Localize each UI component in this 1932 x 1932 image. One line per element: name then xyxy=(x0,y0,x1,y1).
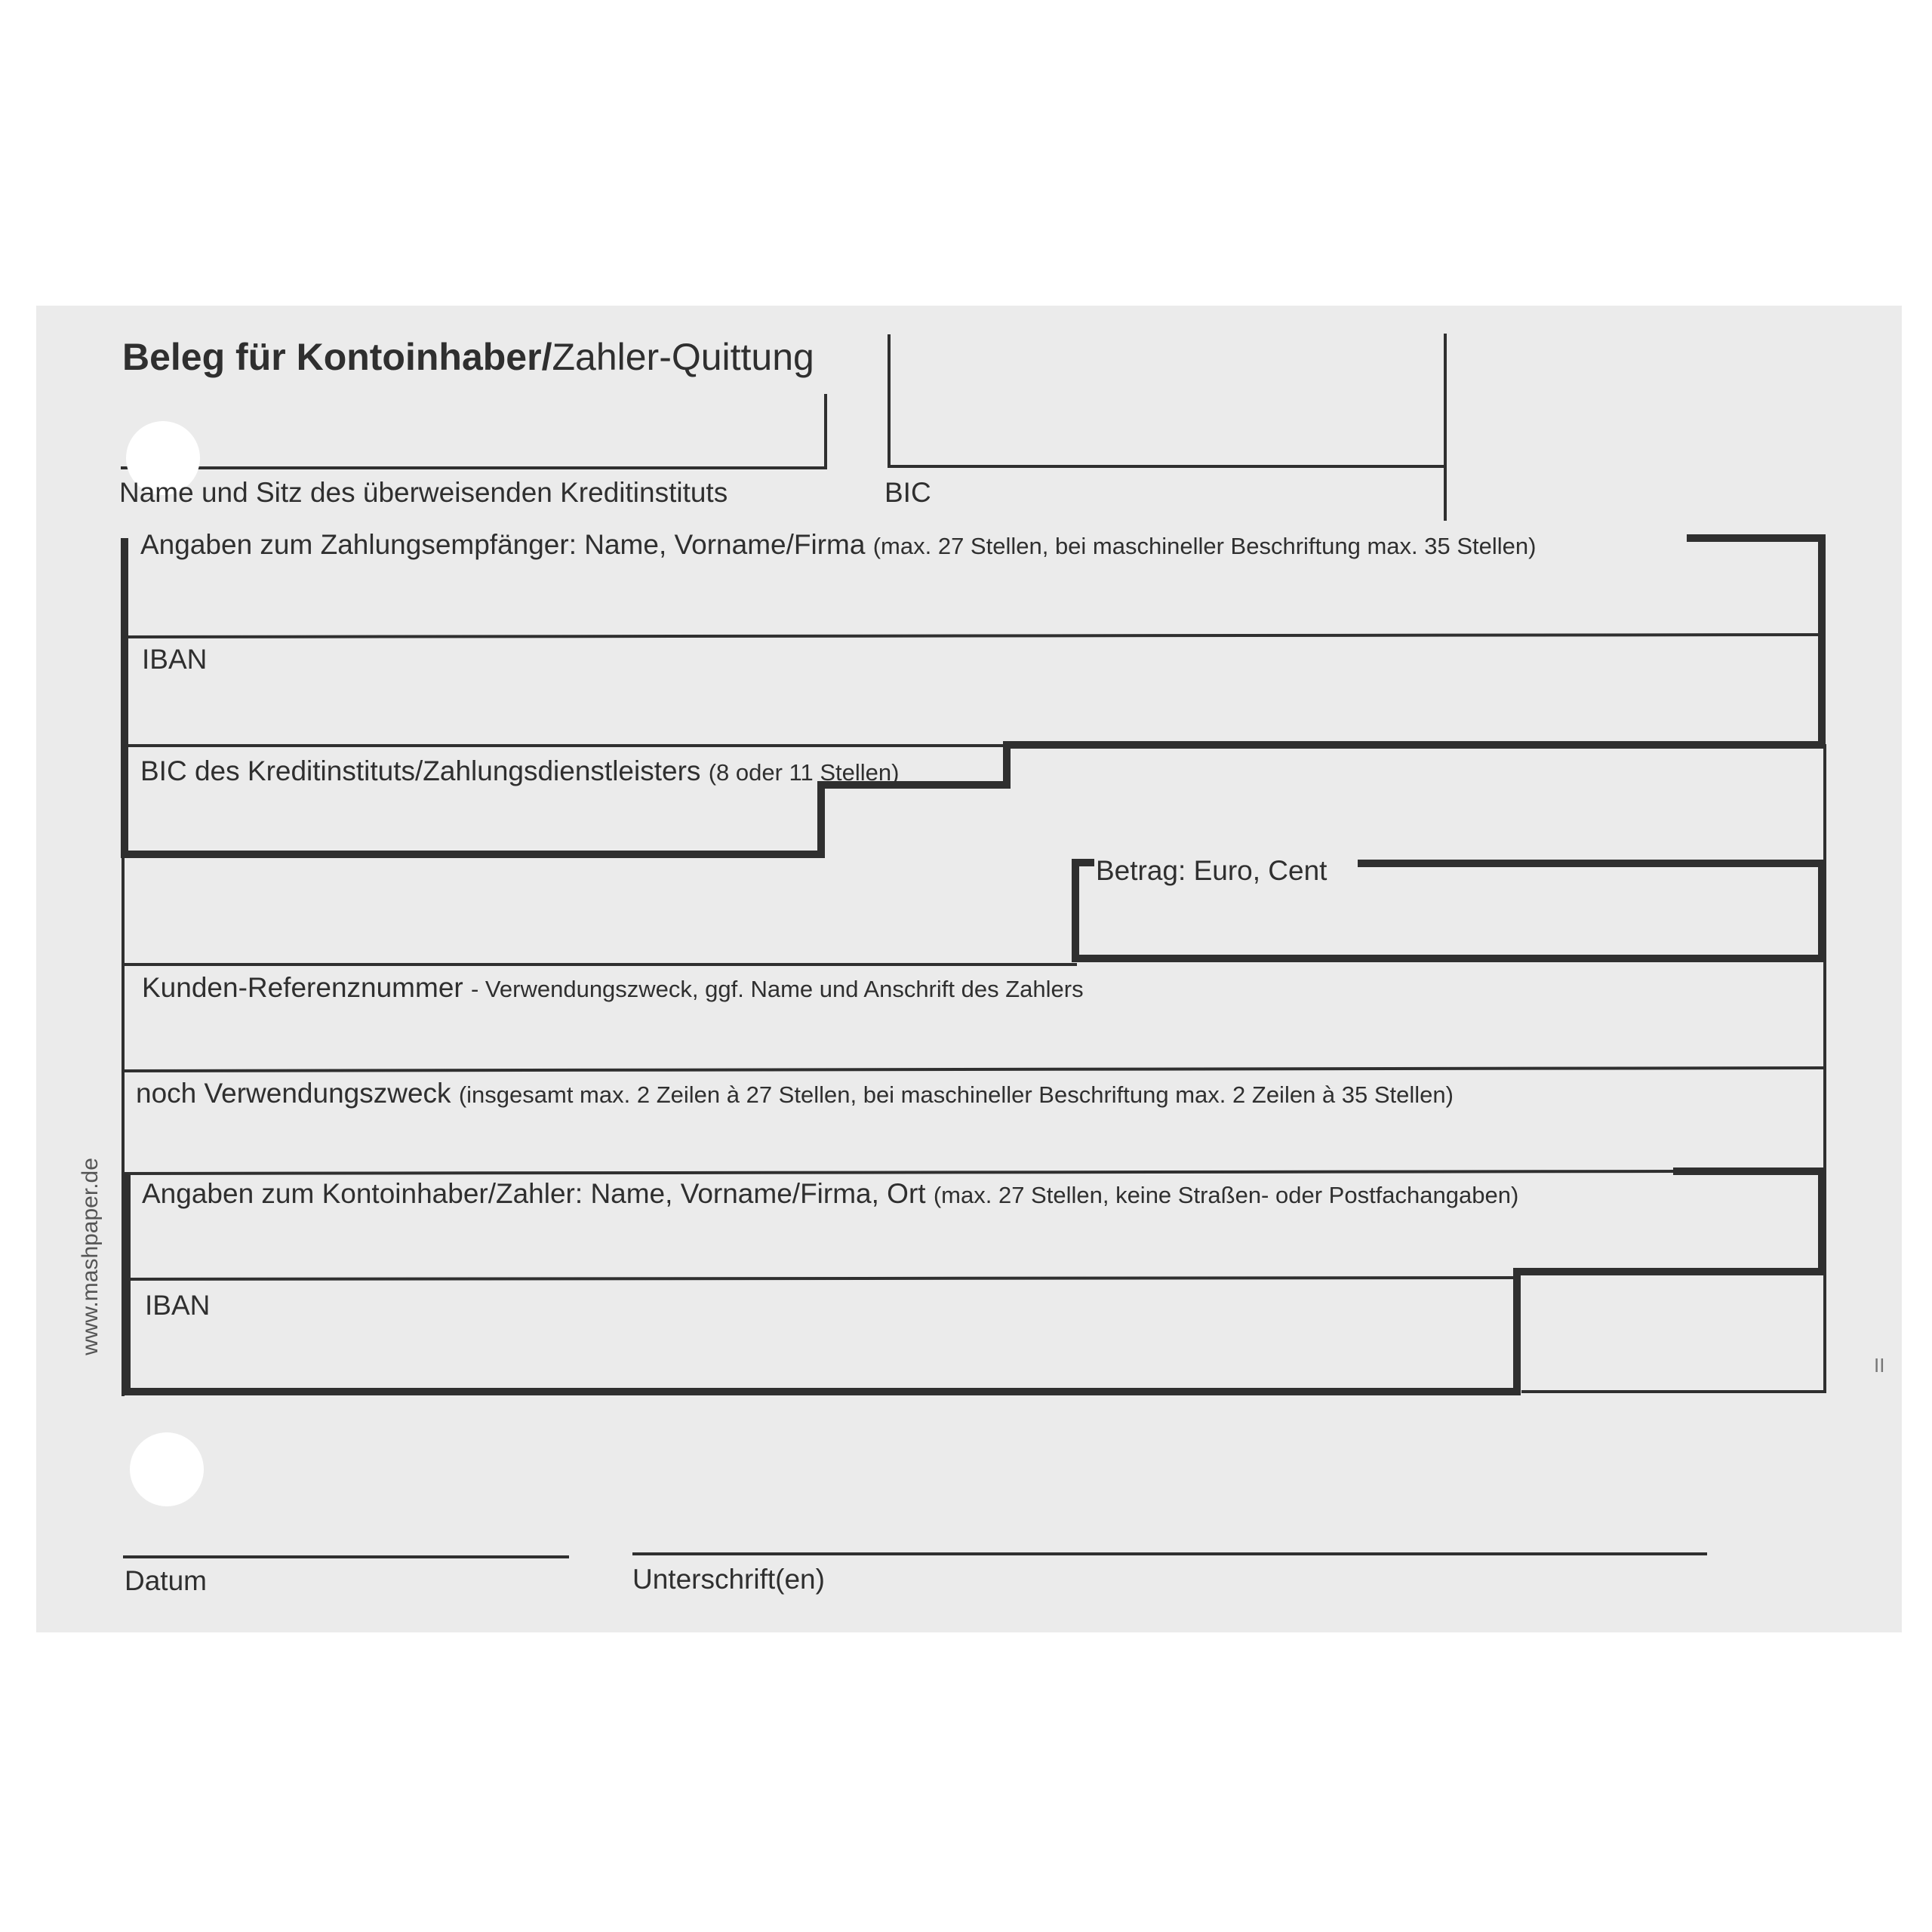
payer-name-text: Angaben zum Kontoinhaber/Zahler: Name, Vorname/Firma, Ort xyxy=(142,1178,926,1209)
punch-hole-bottom xyxy=(130,1432,204,1506)
payer-iban-label: IBAN xyxy=(145,1290,211,1321)
recipient-name-label xyxy=(140,531,1536,558)
bank-name-label: Name und Sitz des überweisenden Kreditinstituts xyxy=(119,477,728,508)
bank-name-line xyxy=(122,395,826,468)
payer-iban-separator xyxy=(127,1278,1517,1279)
purpose-text: noch Verwendungszweck xyxy=(136,1078,451,1109)
recipient-bic-note: (8 oder 11 Stellen) xyxy=(708,759,900,786)
payer-name-note: (max. 27 Stellen, keine Straßen- oder Postfachangaben) xyxy=(933,1182,1519,1208)
recipient-iban-label: IBAN xyxy=(142,644,208,675)
iban-separator xyxy=(125,635,1822,637)
amount-label: Betrag: Euro, Cent xyxy=(1096,855,1327,886)
reference-text: Kunden-Referenznummer xyxy=(142,972,463,1003)
recipient-name-note: (max. 27 Stellen, bei maschineller Beschriftung max. 35 Stellen) xyxy=(872,533,1537,559)
purpose-note: (insgesamt max. 2 Zeilen à 27 Stellen, bei maschineller Beschriftung max. 2 Zeilen à 35 Stellen) xyxy=(458,1081,1454,1108)
reference-label xyxy=(142,974,1084,1001)
payer-name-label xyxy=(142,1180,1518,1208)
side-url-text: www.mashpaper.de xyxy=(78,1158,103,1355)
page-title xyxy=(122,338,814,376)
recipient-frame-top xyxy=(125,538,1822,854)
edge-mark: II xyxy=(1874,1354,1885,1377)
bic-label: BIC xyxy=(884,477,931,508)
recipient-bic-text: BIC des Kreditinstituts/Zahlungsdienstleisters xyxy=(140,755,701,786)
title-bold: Beleg für Kontoinhaber/ xyxy=(122,336,552,378)
recipient-bic-label xyxy=(140,757,899,785)
purpose-separator xyxy=(123,1068,1825,1071)
date-label: Datum xyxy=(125,1565,207,1596)
purpose-label xyxy=(136,1079,1454,1107)
title-regular: Zahler-Quittung xyxy=(552,336,814,378)
reference-note: - Verwendungszweck, ggf. Name und Anschrift des Zahlers xyxy=(471,976,1084,1002)
signature-label: Unterschrift(en) xyxy=(632,1564,825,1595)
payer-separator xyxy=(123,1171,1677,1174)
recipient-name-text: Angaben zum Zahlungsempfänger: Name, Vorname/Firma xyxy=(140,529,866,560)
bic-header-line xyxy=(889,336,1445,466)
